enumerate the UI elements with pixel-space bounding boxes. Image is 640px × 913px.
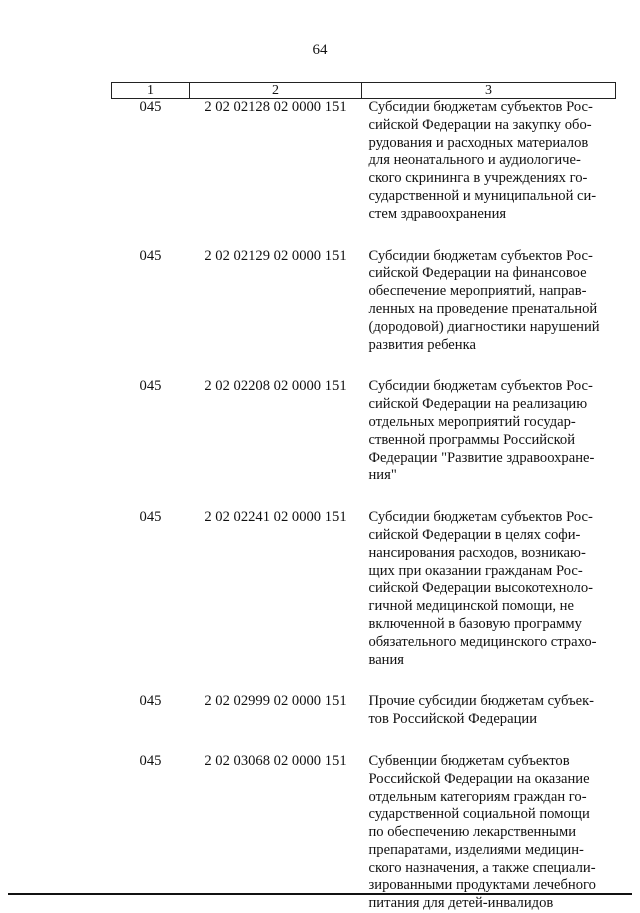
revenue-name-line: для неонатального и аудиологиче- — [369, 152, 616, 170]
table-header-row — [112, 83, 616, 99]
revenue-name-line: ния" — [369, 467, 616, 485]
revenue-name-line: нансирования расходов, возникаю- — [369, 545, 616, 563]
revenue-name-line: сударственной и муниципальной си- — [369, 188, 616, 206]
revenue-name-cell — [362, 99, 616, 224]
table-body — [112, 99, 616, 913]
admin-code-cell: 045 — [112, 729, 190, 913]
admin-code-cell: 045 — [112, 99, 190, 224]
revenue-name-line: обеспечение мероприятий, направ- — [369, 283, 616, 301]
revenue-name-line: Российской Федерации на оказание — [369, 771, 616, 789]
revenue-name-line: обязательного медицинского страхо- — [369, 634, 616, 652]
revenue-name-cell — [362, 224, 616, 355]
revenue-name-line: сийской Федерации в целях софи- — [369, 527, 616, 545]
revenue-name-line: Субсидии бюджетам субъектов Рос- — [369, 509, 616, 527]
revenue-name-line: Субсидии бюджетам субъектов Рос- — [369, 248, 616, 266]
column-header-1: 1 — [112, 83, 190, 99]
revenue-name-line: Федерации "Развитие здравоохране- — [369, 450, 616, 468]
revenue-name-line: (дородовой) диагностики нарушений — [369, 319, 616, 337]
page-number: 64 — [0, 42, 640, 59]
revenue-name-line: стем здравоохранения — [369, 206, 616, 224]
budget-code-table — [111, 82, 616, 913]
revenue-name-line: ского скрининга в учреждениях го- — [369, 170, 616, 188]
column-header-3: 3 — [362, 83, 616, 99]
revenue-name-line: гичной медицинской помощи, не — [369, 598, 616, 616]
budget-code-cell: 2 02 02999 02 0000 151 — [190, 669, 362, 729]
revenue-name-line: ственной программы Российской — [369, 432, 616, 450]
revenue-name-line: щих при оказании гражданам Рос- — [369, 563, 616, 581]
revenue-name-line: сударственной социальной помощи — [369, 806, 616, 824]
admin-code-cell: 045 — [112, 669, 190, 729]
revenue-name-line: отдельным категориям граждан го- — [369, 789, 616, 807]
revenue-name-line: Субсидии бюджетам субъектов Рос- — [369, 99, 616, 117]
revenue-name-line: тов Российской Федерации — [369, 711, 616, 729]
revenue-name-line: включенной в базовую программу — [369, 616, 616, 634]
revenue-name-line: ленных на проведение пренатальной — [369, 301, 616, 319]
revenue-name-line: сийской Федерации на закупку обо- — [369, 117, 616, 135]
table-row — [112, 485, 616, 669]
revenue-name-line: ского назначения, а также специали- — [369, 860, 616, 878]
revenue-name-line: рудования и расходных материалов — [369, 135, 616, 153]
budget-code-cell: 2 02 02208 02 0000 151 — [190, 354, 362, 485]
table-row — [112, 99, 616, 224]
admin-code-cell: 045 — [112, 485, 190, 669]
revenue-name-line: сийской Федерации высокотехноло- — [369, 580, 616, 598]
budget-code-cell: 2 02 02241 02 0000 151 — [190, 485, 362, 669]
revenue-name-cell — [362, 485, 616, 669]
revenue-name-cell — [362, 669, 616, 729]
table-row — [112, 354, 616, 485]
revenue-name-line: по обеспечению лекарственными — [369, 824, 616, 842]
admin-code-cell: 045 — [112, 224, 190, 355]
revenue-name-line: препаратами, изделиями медицин- — [369, 842, 616, 860]
table-row — [112, 669, 616, 729]
revenue-name-line: Прочие субсидии бюджетам субъек- — [369, 693, 616, 711]
budget-code-cell: 2 02 02128 02 0000 151 — [190, 99, 362, 224]
budget-code-cell: 2 02 03068 02 0000 151 — [190, 729, 362, 913]
table-row — [112, 729, 616, 913]
bottom-divider — [8, 893, 632, 895]
revenue-name-cell — [362, 729, 616, 913]
revenue-name-line: развития ребенка — [369, 337, 616, 355]
revenue-name-line: сийской Федерации на реализацию — [369, 396, 616, 414]
revenue-name-line: вания — [369, 652, 616, 670]
revenue-name-line: питания для детей-инвалидов — [369, 895, 616, 913]
revenue-name-line: сийской Федерации на финансовое — [369, 265, 616, 283]
revenue-name-line: Субвенции бюджетам субъектов — [369, 753, 616, 771]
column-header-2: 2 — [190, 83, 362, 99]
table-row — [112, 224, 616, 355]
admin-code-cell: 045 — [112, 354, 190, 485]
budget-code-cell: 2 02 02129 02 0000 151 — [190, 224, 362, 355]
revenue-name-line: отдельных мероприятий государ- — [369, 414, 616, 432]
revenue-name-line: зированными продуктами лечебного — [369, 877, 616, 895]
revenue-name-cell — [362, 354, 616, 485]
revenue-name-line: Субсидии бюджетам субъектов Рос- — [369, 378, 616, 396]
